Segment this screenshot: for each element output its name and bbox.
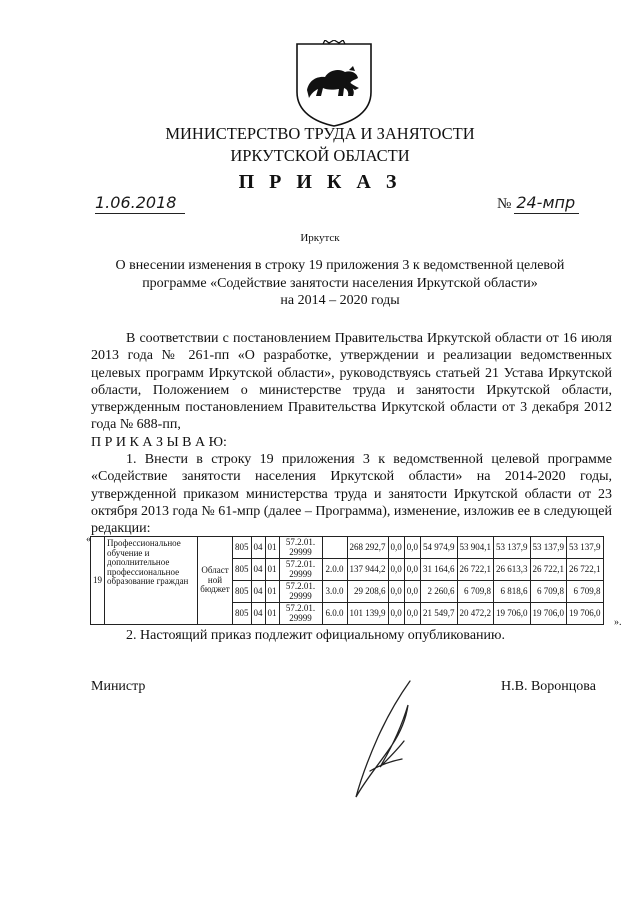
table-cell: 57.2.01. 29999 xyxy=(279,603,322,625)
table-cell: 53 137,9 xyxy=(567,537,604,559)
command-word: П Р И К А З Ы В А Ю: xyxy=(91,434,227,450)
subject-line3: на 2014 – 2020 годы xyxy=(280,293,400,308)
table-cell: 01 xyxy=(265,581,279,603)
table-cell: 26 613,3 xyxy=(494,559,531,581)
subject-line2: программе «Содействие занятости населения Иркутской области» xyxy=(142,275,538,291)
order-body-closing xyxy=(91,627,612,644)
preamble-paragraph: В соответствии с постановлением Правительства Иркутской области от 16 июля 2013 года № 261-пп «О разработке, утверждении и реализации ведомственных целевых программ Иркутской области», руководствуясь статьей 21 Устава Иркутской области, Положением о министерстве труда и занятости Иркутской области, утвержденным постановлением Правительства Иркутской области от 3 декабря 2012 года № 688-пп, xyxy=(91,331,612,433)
table-cell: 57.2.01. 29999 xyxy=(279,581,322,603)
table-cell: 6 709,8 xyxy=(530,581,567,603)
table-cell: 805 xyxy=(233,581,252,603)
table-cell: 6 709,8 xyxy=(457,581,494,603)
table-cell: 01 xyxy=(265,603,279,625)
table-cell: 2 260,6 xyxy=(421,581,458,603)
table-cell: 6.0.0 xyxy=(322,603,347,625)
table-cell: 268 292,7 xyxy=(347,537,388,559)
number-prefix: № xyxy=(497,196,512,212)
subject-line1: О внесении изменения в строку 19 приложения 3 к ведомственной целевой xyxy=(115,258,565,273)
table-cell: 04 xyxy=(251,559,265,581)
order-date: 1.06.2018 xyxy=(95,193,185,214)
order-body xyxy=(91,330,612,538)
table-cell: 137 944,2 xyxy=(347,559,388,581)
ministry-name-line1: МИНИСТЕРСТВО ТРУДА И ЗАНЯТОСТИ xyxy=(165,124,475,143)
table-cell: 31 164,6 xyxy=(421,559,458,581)
signer-title: Министр xyxy=(91,679,146,694)
table-cell: 19 706,0 xyxy=(530,603,567,625)
table-cell: 21 549,7 xyxy=(421,603,458,625)
table-cell: 805 xyxy=(233,537,252,559)
program-row-table xyxy=(90,536,604,625)
document-type-title: П Р И К А З xyxy=(238,171,402,193)
table-cell: 805 xyxy=(233,603,252,625)
ministry-name-line2: ИРКУТСКОЙ ОБЛАСТИ xyxy=(230,146,410,165)
row-number-cell: 19 xyxy=(91,537,105,625)
table-cell: 6 709,8 xyxy=(567,581,604,603)
table-row xyxy=(91,537,604,559)
table-cell: 0,0 xyxy=(388,537,404,559)
table-cell: 01 xyxy=(265,559,279,581)
table-cell: 0,0 xyxy=(404,603,420,625)
table-cell: 26 722,1 xyxy=(530,559,567,581)
table-cell: 53 904,1 xyxy=(457,537,494,559)
table-cell: 26 722,1 xyxy=(567,559,604,581)
table-cell: 19 706,0 xyxy=(494,603,531,625)
table-cell: 0,0 xyxy=(404,537,420,559)
table-cell: 0,0 xyxy=(404,581,420,603)
order-subject xyxy=(90,257,590,310)
table-cell: 0,0 xyxy=(404,559,420,581)
table-cell: 19 706,0 xyxy=(567,603,604,625)
table-cell: 54 974,9 xyxy=(421,537,458,559)
table-cell xyxy=(322,537,347,559)
table-cell: 2.0.0 xyxy=(322,559,347,581)
table-cell: 04 xyxy=(251,537,265,559)
table-cell: 04 xyxy=(251,581,265,603)
item-2-paragraph: 2. Настоящий приказ подлежит официальному опубликованию. xyxy=(126,628,505,643)
table-cell: 3.0.0 xyxy=(322,581,347,603)
order-number xyxy=(497,193,579,213)
table-cell: 29 208,6 xyxy=(347,581,388,603)
coat-of-arms-emblem xyxy=(293,40,375,128)
table-cell: 20 472,2 xyxy=(457,603,494,625)
activity-description-cell: Профессиональное обучение и дополнительное профессиональное образование граждан xyxy=(105,537,198,625)
item-1-paragraph: 1. Внести в строку 19 приложения 3 к ведомственной целевой программе «Содействие занятости населения Иркутской области» на 2014-2020 годы, утвержденной приказом министерства труда и занятости Иркутской области от 23 октября 2013 года № 61-мпр (далее – Программа), изменение, изложив ее в следующей редакции: xyxy=(91,452,612,537)
table-cell: 57.2.01. 29999 xyxy=(279,537,322,559)
table-cell: 53 137,9 xyxy=(530,537,567,559)
table-cell: 53 137,9 xyxy=(494,537,531,559)
table-close-quote: ». xyxy=(614,617,622,628)
table-cell: 6 818,6 xyxy=(494,581,531,603)
table-cell: 0,0 xyxy=(388,603,404,625)
table-open-quote: « xyxy=(86,534,91,545)
handwritten-signature xyxy=(340,675,430,805)
funding-source-cell: Област ной бюджет xyxy=(198,537,233,625)
table-cell: 101 139,9 xyxy=(347,603,388,625)
table-cell: 01 xyxy=(265,537,279,559)
number-value: 24-мпр xyxy=(514,193,579,214)
table-cell: 805 xyxy=(233,559,252,581)
table-cell: 04 xyxy=(251,603,265,625)
city-name: Иркутск xyxy=(300,232,340,244)
signer-name: Н.В. Воронцова xyxy=(501,679,596,694)
table-cell: 0,0 xyxy=(388,559,404,581)
table-cell: 26 722,1 xyxy=(457,559,494,581)
table-cell: 0,0 xyxy=(388,581,404,603)
table-cell: 57.2.01. 29999 xyxy=(279,559,322,581)
